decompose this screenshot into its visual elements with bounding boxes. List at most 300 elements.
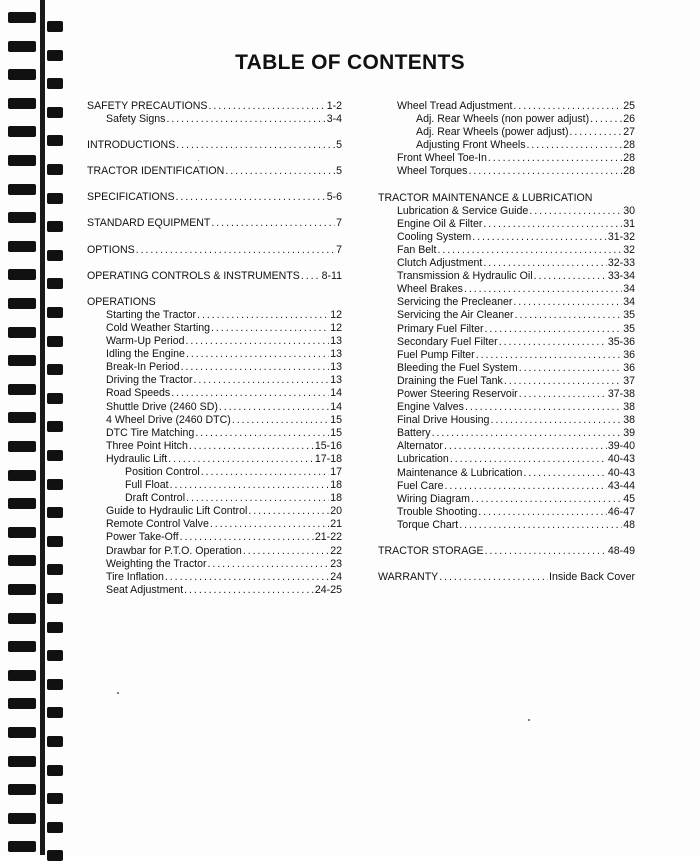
toc-entry-page: 25 — [623, 100, 635, 112]
binding-ring-shadow — [47, 622, 63, 633]
toc-entry-page: 48 — [623, 518, 635, 531]
binding-ring — [8, 41, 36, 52]
dot-leader — [468, 165, 622, 178]
binding-ring-shadow — [47, 564, 63, 575]
toc-entry — [378, 231, 635, 244]
toc-entry — [378, 257, 635, 270]
toc-entry-label: DTC Tire Matching — [106, 426, 195, 439]
dot-leader — [248, 505, 329, 518]
toc-entry-page: 26 — [623, 113, 635, 126]
toc-entry-label: Seat Adjustment — [106, 583, 184, 596]
toc-entry-label: Final Drive Housing — [397, 414, 490, 427]
dot-leader — [181, 361, 330, 374]
binding-ring — [8, 98, 36, 109]
toc-entry-page: 5-6 — [326, 191, 342, 204]
toc-entry-page: 27 — [623, 126, 635, 139]
dot-leader — [186, 348, 329, 361]
binding-ring — [8, 784, 36, 795]
toc-entry — [87, 387, 342, 400]
toc-entry-page: 13 — [330, 348, 342, 361]
toc-entry — [87, 191, 342, 204]
dot-leader — [590, 113, 622, 126]
toc-entry — [87, 270, 342, 283]
toc-entry-label: Guide to Hydraulic Lift Control — [106, 505, 248, 518]
dot-leader — [515, 309, 623, 322]
dot-leader — [170, 479, 330, 492]
toc-entry-label: TRACTOR IDENTIFICATION — [87, 165, 225, 178]
toc-entry-page: 17-18 — [314, 452, 342, 465]
toc-entry-page: 40-43 — [607, 453, 635, 466]
toc-entry-label: Drawbar for P.T.O. Operation — [106, 544, 242, 557]
binding-ring-shadow — [47, 278, 63, 289]
toc-entry-page: 28 — [623, 139, 635, 152]
binding-ring-shadow — [47, 450, 63, 461]
toc-entry-label: Transmission & Hydraulic Oil — [397, 270, 533, 283]
toc-entry — [378, 218, 635, 231]
toc-entry — [87, 113, 342, 126]
toc-entry-page: 28 — [623, 165, 635, 178]
binding-ring-shadow — [47, 822, 63, 833]
binding-ring-shadow — [47, 593, 63, 604]
dot-leader — [445, 480, 607, 493]
toc-entry-page: 20 — [330, 505, 342, 518]
binding-ring-shadow — [47, 78, 63, 89]
binding-ring-shadow — [47, 850, 63, 861]
toc-entry-label: Road Speeds — [106, 387, 171, 400]
spiral-binding — [0, 0, 75, 855]
binding-ring — [8, 555, 36, 566]
dot-leader — [194, 374, 330, 387]
binding-ring-shadow — [47, 479, 63, 490]
binding-ring — [8, 327, 36, 338]
dot-leader — [570, 126, 623, 139]
section-gap — [87, 126, 342, 139]
toc-entry-page: 13 — [330, 335, 342, 348]
binding-ring — [8, 355, 36, 366]
dot-leader — [197, 309, 329, 322]
toc-entry-label: Full Float — [125, 479, 169, 492]
toc-entry — [378, 270, 635, 283]
toc-entry-label: Break-In Period — [106, 361, 180, 374]
binding-ring-shadow — [47, 250, 63, 261]
toc-entry-page: 28 — [623, 152, 635, 165]
toc-entry — [378, 545, 635, 558]
section-gap — [87, 257, 342, 270]
toc-entry-label: OPERATING CONTROLS & INSTRUMENTS — [87, 269, 300, 282]
toc-entry-page: 35-36 — [607, 335, 635, 348]
toc-entry-page: 24 — [330, 570, 342, 583]
dot-leader — [439, 571, 548, 584]
toc-entry-label: INTRODUCTIONS — [87, 139, 176, 152]
binding-ring — [8, 241, 36, 252]
dot-leader — [465, 401, 622, 414]
dot-leader — [168, 453, 314, 466]
toc-entry-page: 14 — [330, 387, 342, 400]
toc-entry-page: 15 — [330, 426, 342, 439]
binding-ring-shadow — [47, 507, 63, 518]
toc-entry-label: TRACTOR STORAGE — [378, 545, 484, 557]
toc-entry-label: 4 Wheel Drive (2460 DTC) — [106, 413, 231, 426]
toc-entry-page: 8-11 — [321, 269, 342, 282]
binding-ring — [8, 613, 36, 624]
toc-entry-label: SAFETY PRECAUTIONS — [87, 100, 208, 112]
toc-entry-page: 14 — [330, 400, 342, 413]
toc-entry-page: 36 — [623, 348, 635, 361]
toc-entry-label: Fuel Pump Filter — [397, 348, 475, 361]
toc-entry-page: 34 — [623, 296, 635, 309]
binding-ring — [8, 527, 36, 538]
dot-leader — [485, 545, 607, 558]
toc-left-column — [87, 100, 342, 597]
toc-entry-page: 13 — [330, 374, 342, 387]
toc-entry-page: 48-49 — [607, 545, 635, 557]
paper-speck — [117, 692, 119, 694]
dot-leader — [225, 165, 335, 178]
dot-leader — [459, 519, 622, 532]
binding-ring — [8, 212, 36, 223]
dot-leader — [437, 244, 622, 257]
binding-ring — [8, 727, 36, 738]
toc-entry-label: Front Wheel Toe-In — [397, 152, 487, 165]
dot-leader — [485, 323, 623, 336]
toc-entry-label: Servicing the Precleaner — [397, 296, 513, 309]
toc-entry-page: 7 — [336, 217, 342, 230]
toc-entry — [378, 336, 635, 349]
toc-entry — [87, 309, 342, 322]
toc-entry — [87, 139, 342, 152]
toc-entry — [378, 296, 635, 309]
dot-leader — [195, 427, 329, 440]
toc-entry — [87, 374, 342, 387]
toc-entry-label: Remote Control Valve — [106, 518, 209, 531]
toc-entry-label: Shuttle Drive (2460 SD) — [106, 400, 218, 413]
toc-entry — [378, 309, 635, 322]
toc-entry-label: Starting the Tractor — [106, 308, 197, 321]
toc-entry — [378, 113, 635, 126]
toc-entry-page: 1-2 — [326, 100, 342, 112]
section-gap — [87, 231, 342, 244]
toc-entry-label: Servicing the Air Cleaner — [397, 309, 514, 322]
dot-leader — [176, 191, 326, 204]
toc-entry-label: Engine Oil & Filter — [397, 217, 483, 230]
toc-entry — [87, 427, 342, 440]
dot-leader — [165, 571, 329, 584]
toc-entry — [378, 323, 635, 336]
dot-leader — [208, 100, 325, 113]
dot-leader — [476, 349, 622, 362]
toc-entry-page: 13 — [330, 361, 342, 374]
toc-entry-label: Fan Belt — [397, 243, 437, 256]
toc-entry — [378, 375, 635, 388]
toc-entry — [378, 362, 635, 375]
binding-ring — [8, 498, 36, 509]
toc-entry — [378, 401, 635, 414]
binding-ring-shadow — [47, 421, 63, 432]
dot-leader — [211, 322, 329, 335]
dot-leader — [464, 283, 622, 296]
toc-entry — [378, 519, 635, 532]
toc-entry — [87, 217, 342, 230]
binding-ring-shadow — [47, 707, 63, 718]
toc-entry — [378, 571, 635, 584]
toc-entry-label: STANDARD EQUIPMENT — [87, 217, 211, 230]
dot-leader — [483, 218, 622, 231]
toc-entry — [87, 244, 342, 257]
toc-entry — [87, 440, 342, 453]
section-gap — [87, 152, 342, 165]
dot-leader — [219, 401, 329, 414]
section-gap — [378, 532, 635, 545]
toc-entry-page: 15 — [330, 413, 342, 426]
toc-entry — [378, 349, 635, 362]
dot-leader — [478, 506, 607, 519]
binding-ring — [8, 641, 36, 652]
toc-entry-label: Adj. Rear Wheels (power adjust) — [416, 126, 569, 139]
toc-entry-page: 23 — [330, 557, 342, 570]
toc-entry-label: Adj. Rear Wheels (non power adjust) — [416, 113, 590, 126]
toc-entry-label: Hydraulic Lift — [106, 452, 168, 465]
toc-entry-label: SPECIFICATIONS — [87, 191, 175, 204]
dot-leader — [432, 427, 623, 440]
toc-entry-label: Torque Chart — [397, 518, 459, 531]
toc-entry — [87, 518, 342, 531]
toc-entry-label: Secondary Fuel Filter — [397, 335, 498, 348]
toc-entry-page: 32-33 — [607, 257, 635, 270]
binding-ring — [8, 269, 36, 280]
toc-section-heading: OPERATIONS — [87, 295, 156, 308]
binding-ring — [8, 412, 36, 423]
toc-entry-label: Maintenance & Lubrication — [397, 466, 523, 479]
dot-leader — [211, 217, 335, 230]
binding-ring — [8, 12, 36, 23]
dot-leader — [301, 270, 321, 283]
toc-entry — [378, 493, 635, 506]
toc-entry-label: Primary Fuel Filter — [397, 322, 484, 335]
section-gap — [87, 204, 342, 217]
binding-ring — [8, 756, 36, 767]
toc-entry-label: Lubrication — [397, 453, 449, 466]
toc-entry-label: Power Steering Reservoir — [397, 387, 518, 400]
toc-entry — [87, 466, 342, 479]
toc-entry — [87, 100, 342, 113]
section-gap — [378, 179, 635, 192]
section-gap — [87, 178, 342, 191]
dot-leader — [471, 493, 622, 506]
toc-entry — [87, 165, 342, 178]
dot-leader — [513, 296, 622, 309]
toc-entry-label: Draining the Fuel Tank — [397, 374, 503, 387]
dot-leader — [186, 492, 329, 505]
toc-entry-page: 38 — [623, 401, 635, 414]
binding-ring-shadow — [47, 736, 63, 747]
binding-ring-shadow — [47, 307, 63, 318]
paper-speck — [528, 719, 530, 721]
toc-entry — [87, 401, 342, 414]
binding-ring — [8, 813, 36, 824]
toc-entry-page: 45 — [623, 492, 635, 505]
toc-entry-page: 21-22 — [314, 531, 342, 544]
toc-right-column — [378, 100, 635, 584]
toc-entry-page: 31-32 — [607, 230, 635, 243]
toc-entry — [87, 348, 342, 361]
toc-entry-page: 22 — [330, 544, 342, 557]
toc-entry-label: Weighting the Tractor — [106, 557, 207, 570]
toc-entry-page: 3-4 — [326, 113, 342, 126]
dot-leader — [189, 440, 314, 453]
toc-entry-label: Three Point Hitch — [106, 439, 188, 452]
toc-entry — [87, 571, 342, 584]
dot-leader — [519, 362, 622, 375]
binding-ring-shadow — [47, 364, 63, 375]
toc-entry-label: Tire Inflation — [106, 570, 164, 583]
toc-entry-label: Battery — [397, 427, 431, 440]
binding-ring-shadow — [47, 793, 63, 804]
toc-entry-page: 31 — [623, 217, 635, 230]
toc-entry-page: 37 — [623, 374, 635, 387]
toc-entry — [378, 100, 635, 113]
toc-entry — [378, 480, 635, 493]
toc-entry-page: 38 — [623, 414, 635, 427]
toc-entry-label: Adjusting Front Wheels — [416, 139, 526, 152]
dot-leader — [184, 584, 314, 597]
toc-entry-label: Wheel Brakes — [397, 283, 463, 296]
dot-leader — [499, 336, 607, 349]
toc-entry-page: 5 — [336, 139, 342, 152]
toc-entry — [378, 440, 635, 453]
dot-leader — [243, 545, 329, 558]
page-title: TABLE OF CONTENTS — [235, 51, 465, 74]
toc-entry-label: Cooling System — [397, 230, 472, 243]
dot-leader — [180, 531, 314, 544]
binding-spine — [40, 0, 45, 855]
toc-entry-page: 5 — [336, 165, 342, 178]
toc-entry-label: Engine Valves — [397, 401, 464, 414]
toc-entry — [378, 244, 635, 257]
toc-entry-label: Bleeding the Fuel System — [397, 361, 518, 374]
binding-ring — [8, 584, 36, 595]
toc-entry — [87, 545, 342, 558]
toc-entry — [87, 453, 342, 466]
binding-ring — [8, 698, 36, 709]
binding-ring-shadow — [47, 164, 63, 175]
toc-entry — [87, 531, 342, 544]
dot-leader — [232, 414, 329, 427]
binding-ring — [8, 184, 36, 195]
toc-entry — [87, 558, 342, 571]
dot-leader — [176, 139, 335, 152]
toc-entry-page: Inside Back Cover — [549, 571, 635, 584]
binding-ring — [8, 470, 36, 481]
toc-entry — [87, 584, 342, 597]
toc-entry-page: 32 — [623, 243, 635, 256]
binding-ring-shadow — [47, 650, 63, 661]
toc-entry-label: Lubrication & Service Guide — [397, 204, 529, 217]
toc-entry-page: 35 — [623, 309, 635, 322]
dot-leader — [186, 335, 330, 348]
toc-entry-page: 39 — [623, 427, 635, 440]
toc-entry-page: 21 — [330, 518, 342, 531]
binding-ring — [8, 298, 36, 309]
toc-entry — [378, 453, 635, 466]
binding-ring — [8, 126, 36, 137]
binding-ring-shadow — [47, 21, 63, 32]
dot-leader — [166, 113, 325, 126]
toc-entry-page: 12 — [330, 308, 342, 321]
toc-entry-label: Safety Signs — [106, 113, 166, 126]
dot-leader — [208, 558, 330, 571]
toc-entry — [87, 361, 342, 374]
toc-entry — [378, 139, 635, 152]
dot-leader — [171, 387, 329, 400]
binding-ring-shadow — [47, 679, 63, 690]
dot-leader — [490, 414, 622, 427]
toc-entry-page: 24-25 — [314, 583, 342, 596]
toc-entry — [87, 414, 342, 427]
toc-entry-page: 7 — [336, 243, 342, 256]
binding-ring — [8, 841, 36, 852]
dot-leader — [529, 205, 622, 218]
toc-entry-page: 18 — [330, 492, 342, 505]
dot-leader — [513, 100, 622, 113]
toc-entry — [87, 479, 342, 492]
toc-entry-page: 46-47 — [607, 505, 635, 518]
binding-ring-shadow — [47, 765, 63, 776]
toc-entry-label: Clutch Adjustment — [397, 257, 483, 270]
toc-entry-label: Wiring Diagram — [397, 492, 470, 505]
toc-entry-label: Warm-Up Period — [106, 335, 185, 348]
toc-entry-page: 18 — [330, 479, 342, 492]
toc-entry — [87, 322, 342, 335]
dot-leader — [450, 453, 607, 466]
toc-entry-label: Position Control — [125, 465, 200, 478]
binding-ring-shadow — [47, 107, 63, 118]
toc-entry-page: 12 — [330, 321, 342, 334]
toc-entry — [378, 427, 635, 440]
toc-entry-page: 30 — [623, 204, 635, 217]
paper-speck — [198, 160, 199, 161]
toc-entry — [87, 335, 342, 348]
toc-entry — [87, 505, 342, 518]
binding-ring-shadow — [47, 135, 63, 146]
dot-leader — [488, 152, 622, 165]
binding-ring-shadow — [47, 393, 63, 404]
dot-leader — [523, 467, 606, 480]
toc-entry — [378, 414, 635, 427]
dot-leader — [444, 440, 607, 453]
binding-ring-shadow — [47, 221, 63, 232]
binding-ring — [8, 384, 36, 395]
dot-leader — [483, 257, 607, 270]
binding-ring-shadow — [47, 336, 63, 347]
toc-entry-label: Cold Weather Starting — [106, 321, 211, 334]
binding-ring-shadow — [47, 536, 63, 547]
dot-leader — [201, 466, 329, 479]
toc-section-heading: TRACTOR MAINTENANCE & LUBRICATION — [378, 191, 593, 204]
dot-leader — [527, 139, 623, 152]
toc-entry-page: 15-16 — [314, 439, 342, 452]
toc-entry — [378, 205, 635, 218]
toc-entry-page: 37-38 — [607, 387, 635, 400]
toc-entry-page: 39-40 — [607, 440, 635, 453]
toc-entry-page: 17 — [330, 465, 342, 478]
toc-entry-page: 34 — [623, 283, 635, 296]
binding-ring — [8, 670, 36, 681]
toc-entry — [378, 283, 635, 296]
toc-entry-label: Fuel Care — [397, 479, 444, 492]
toc-entry-page: 35 — [623, 322, 635, 335]
dot-leader — [519, 388, 607, 401]
toc-entry — [378, 388, 635, 401]
